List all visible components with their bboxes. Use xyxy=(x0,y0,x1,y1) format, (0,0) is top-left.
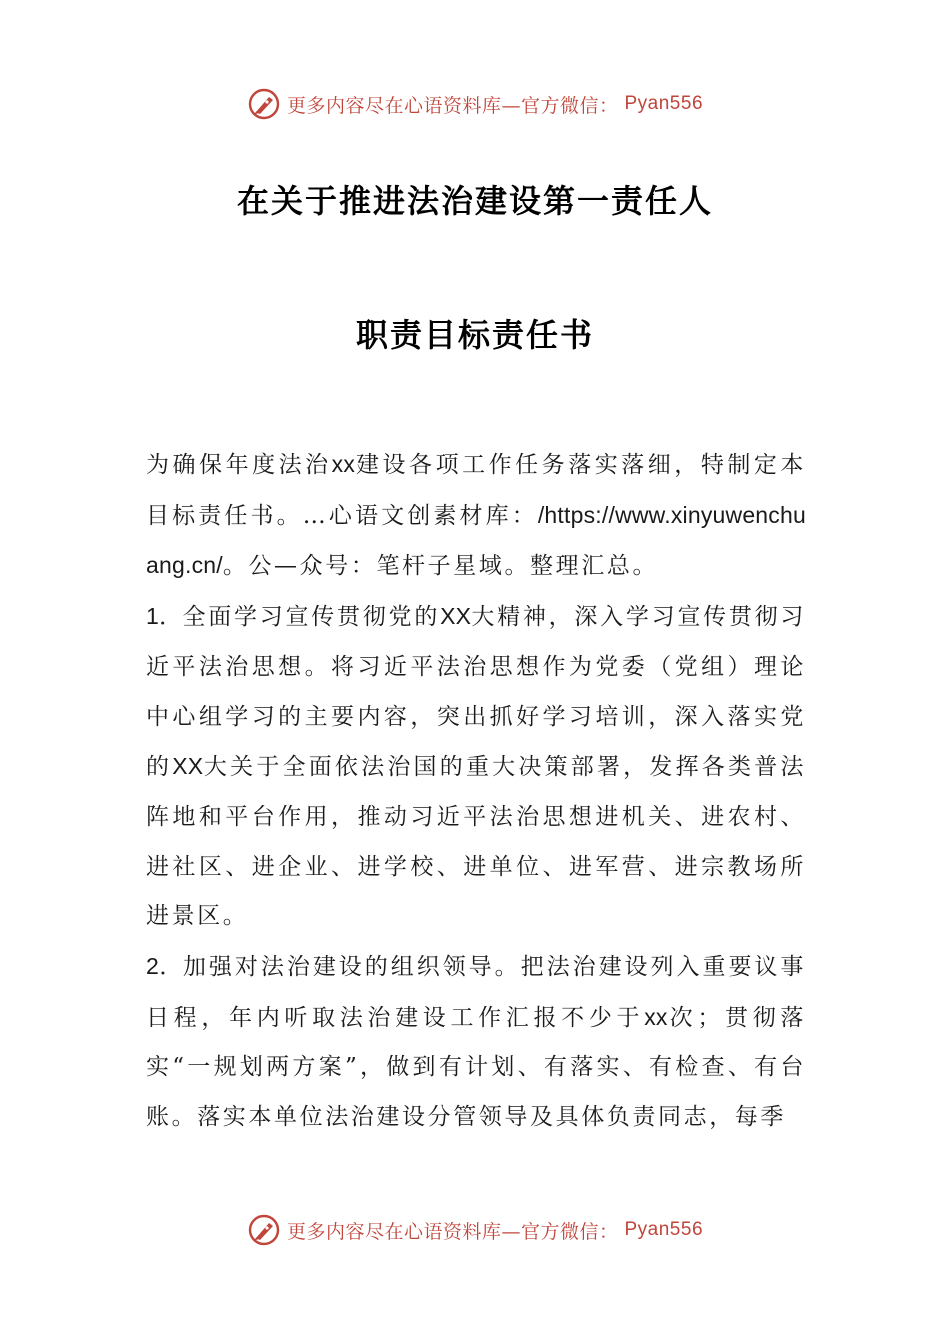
pen-nib-logo-icon xyxy=(247,1213,281,1247)
watermark-text: 更多内容尽在心语资料库—官方微信： xyxy=(286,1220,619,1243)
document-title-line-2: 职责目标责任书 xyxy=(355,316,594,354)
item-1-paragraph: 1．全面学习宣传贯彻党的XX大精神，深入学习宣传贯彻习近平法治思想。将习近平法治思想作为党委（党组）理论中心组学习的主要内容，突出抓好学习培训，深入落实党的XX大关于全面依法治国的重大决策部署，发挥各类普法阵地和平台作用，推动习近平法治思想进机关、进农村、进社区、进企业、进学校、进单位、进军营、进宗教场所进景区。 xyxy=(146,603,806,930)
pen-nib-logo-icon xyxy=(247,87,281,121)
watermark-text: 更多内容尽在心语资料库—官方微信： xyxy=(286,94,619,117)
footer-watermark xyxy=(0,1208,950,1252)
item-number: 1． xyxy=(146,603,183,630)
document-title-line-1: 在关于推进法治建设第一责任人 xyxy=(236,182,713,220)
document-body xyxy=(146,440,806,1143)
header-watermark xyxy=(0,82,950,126)
source-url: /https://www.xinyuwenchuang.cn/ xyxy=(146,501,806,579)
item-2-paragraph: 2．加强对法治建设的组织领导。把法治建设列入重要议事日程，年内听取法治建设工作汇报不少于xx次；贯彻落实“一规划两方案”，做到有计划、有落实、有检查、有台账。落实本单位法治建设分管领导及具体负责同志，每季 xyxy=(146,953,806,1131)
watermark-wechat-id: Pyan556 xyxy=(624,1219,704,1240)
item-number: 2． xyxy=(146,953,183,980)
intro-paragraph: 为确保年度法治xx建设各项工作任务落实落细，特制定本目标责任书。…心语文创素材库：/https://www.xinyuwenchuang.cn/。公—众号：笔杆子星域。整理汇总。 xyxy=(146,451,806,580)
watermark-wechat-id: Pyan556 xyxy=(624,93,704,114)
